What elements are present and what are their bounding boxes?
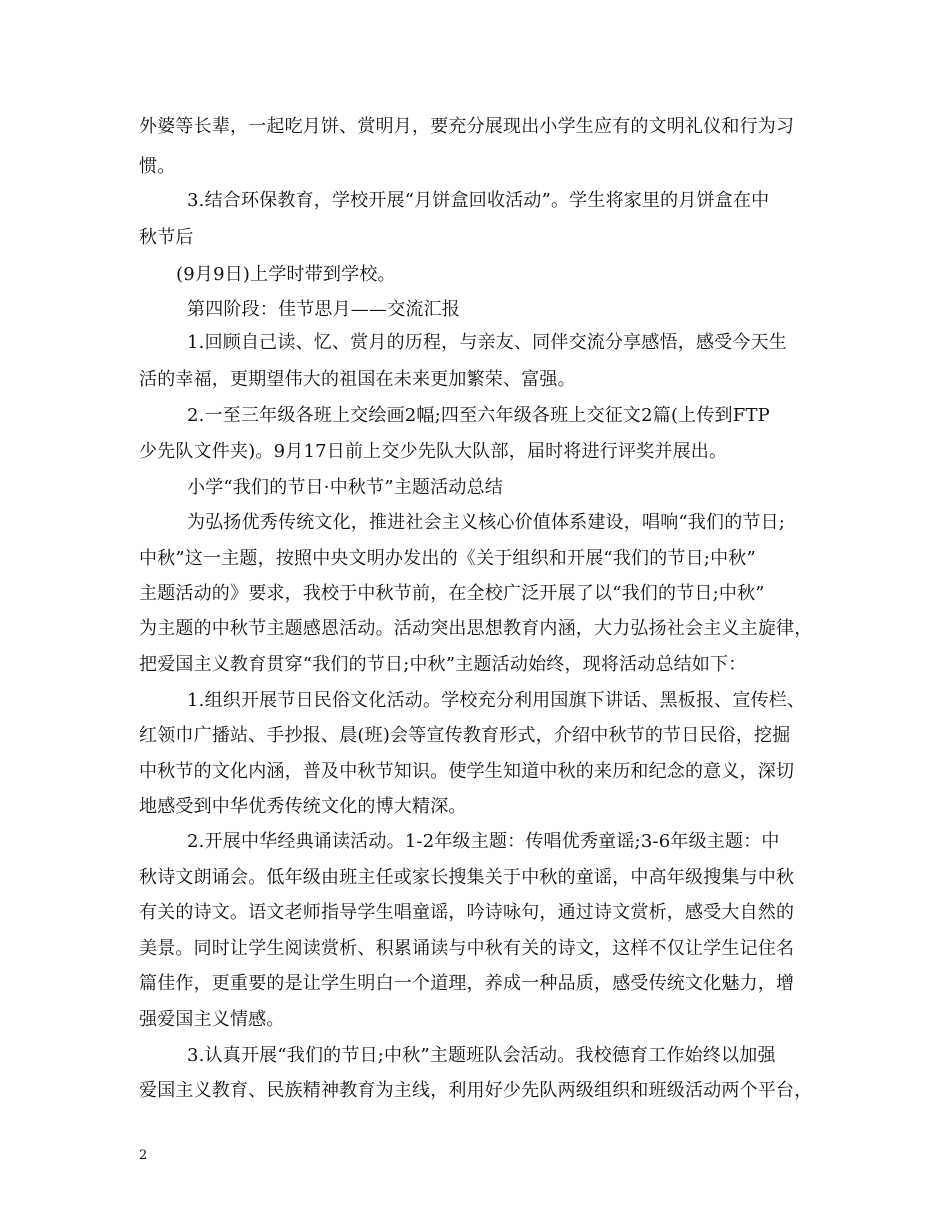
text-line: 3.结合环保教育，学校开展“月饼盒回收活动”。学生将家里的月饼盒在中	[187, 190, 770, 211]
text-line: 地感受到中华优秀传统文化的博大精深。	[139, 796, 467, 817]
text-line: 主题活动的》要求，我校于中秋节前，在全校广泛开展了以“我们的节日;中秋”	[139, 583, 765, 604]
text-line: 活的幸福，更期望伟大的祖国在未来更加繁荣、富强。	[139, 369, 576, 390]
text-line: 把爱国主义教育贯穿“我们的节日;中秋”主题活动始终，现将活动总结如下：	[139, 654, 747, 675]
text-line: 秋节后	[139, 227, 194, 248]
text-line: 1.回顾自己读、忆、赏月的历程，与亲友、同伴交流分享感悟，感受今天生	[187, 332, 787, 353]
text-line: 红领巾广播站、手抄报、晨(班)会等宣传教育形式，介绍中秋节的节日民俗，挖掘	[139, 725, 791, 746]
text-line: 少先队文件夹)。9月17日前上交少先队大队部，届时将进行评奖并展出。	[139, 441, 728, 462]
section-heading: 第四阶段：佳节思月——交流汇报	[187, 299, 460, 320]
text-line: 为弘扬优秀传统文化，推进社会主义核心价值体系建设，唱响“我们的节日;	[187, 512, 786, 533]
text-line: 2.开展中华经典诵读活动。1-2年级主题：传唱优秀童谣;3-6年级主题：中	[187, 831, 780, 852]
text-line: 外婆等长辈，一起吃月饼、赏明月，要充分展现出小学生应有的文明礼仪和行为习	[139, 116, 795, 137]
text-line: 为主题的中秋节主题感恩活动。活动突出思想教育内涵，大力弘扬社会主义主旋律，	[139, 618, 813, 639]
text-line: 篇佳作，更重要的是让学生明白一个道理，养成一种品质，感受传统文化魅力，增	[139, 973, 795, 994]
text-line: 有关的诗文。语文老师指导学生唱童谣，吟诗咏句，通过诗文赏析，感受大自然的	[139, 902, 795, 923]
text-line: 中秋”这一主题，按照中央文明办发出的《关于组织和开展“我们的节日;中秋”	[139, 548, 756, 569]
text-line: 3.认真开展“我们的节日;中秋”主题班队会活动。我校德育工作始终以加强	[187, 1045, 776, 1066]
text-line: (9月9日)上学时带到学校。	[176, 264, 396, 285]
text-line: 中秋节的文化内涵，普及中秋节知识。使学生知道中秋的来历和纪念的意义，深切	[139, 761, 795, 782]
text-line: 美景。同时让学生阅读赏析、积累诵读与中秋有关的诗文，这样不仅让学生记住名	[139, 938, 795, 959]
article-title: 小学“我们的节日·中秋节”主题活动总结	[187, 477, 503, 498]
text-line: 2.一至三年级各班上交绘画2幅;四至六年级各班上交征文2篇(上传到FTP	[187, 405, 770, 426]
text-line: 惯。	[139, 156, 176, 177]
text-line: 爱国主义教育、民族精神教育为主线，利用好少先队两级组织和班级活动两个平台，	[139, 1080, 813, 1101]
text-line: 1.组织开展节日民俗文化活动。学校充分利用国旗下讲话、黑板报、宣传栏、	[187, 690, 806, 711]
page-number: 2	[139, 1148, 148, 1163]
text-line: 强爱国主义情感。	[139, 1009, 285, 1030]
text-line: 秋诗文朗诵会。低年级由班主任或家长搜集关于中秋的童谣，中高年级搜集与中秋	[139, 867, 795, 888]
